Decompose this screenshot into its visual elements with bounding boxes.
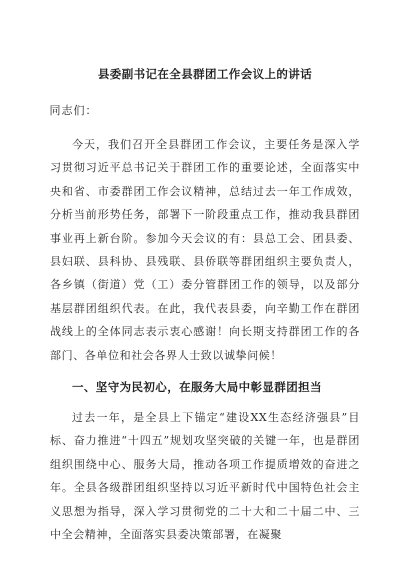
salutation: 同志们： bbox=[49, 104, 98, 117]
intro-paragraph: 今天，我们召开全县群团工作会议，主要任务是深入学习贯彻习近平总书记关于群团工作的重要论述，全面落实中央和省、市委群团工作会议精神，总结过去一年工作成效，分析当前形势任务，部署下一阶段重点工作，推动我县群团事业再上新台阶。参加今天会议的有：县总工会、团县委、县妇联、县科协、县残联、县侨联等群团组织主要负责人，各乡镇（街道）党（工）委分管群团工作的领导，以及部分基层群团组织代表。在此，我代表县委，向辛勤工作在群团战线上的全体同志表示衷心感谢！向长期支持群团工作的各部门、各单位和社会各界人士致以诚挚问候！ bbox=[50, 138, 360, 362]
section-heading: 一、坚守为民初心，在服务大局中彰显群团担当 bbox=[72, 380, 322, 395]
document-title: 县委副书记在全县群团工作会议上的讲话 bbox=[97, 67, 313, 81]
section-paragraph: 过去一年，是全县上下锚定“建设XX生态经济强县”目标、奋力推进“十四五”规划攻坚突破的关键一年，也是群团组织围绕中心、服务大局，推动各项工作提质增效的奋进之年。全县各级群团组织坚持以习近平新时代中国特色社会主义思想为指导，深入学习贯彻党的二十大和二十届二中、三中全会精神，全面落实县委决策部署，在凝聚 bbox=[50, 411, 360, 542]
